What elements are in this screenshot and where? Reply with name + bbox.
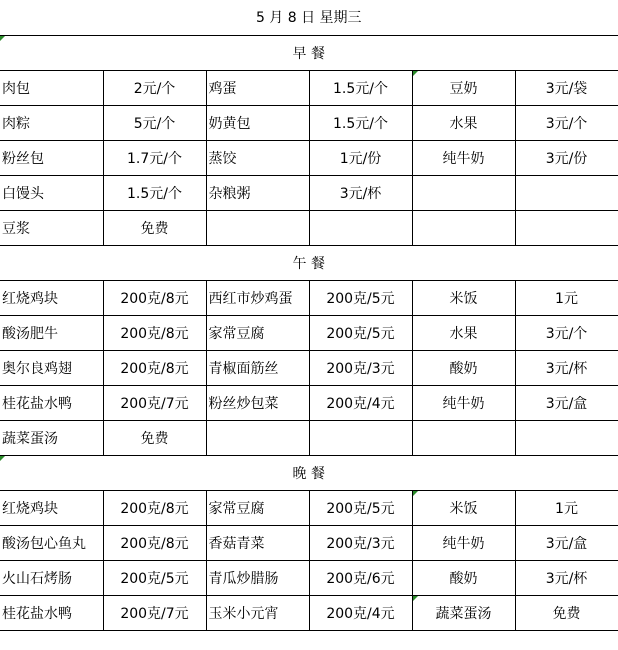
dish-name: 肉粽 xyxy=(0,105,103,140)
dish-name: 鸡蛋 xyxy=(206,70,309,105)
dish-name: 白馒头 xyxy=(0,175,103,210)
dish-name: 豆奶 xyxy=(412,70,515,105)
dish-name: 桂花盐水鸭 xyxy=(0,595,103,630)
section-title-row xyxy=(0,35,618,70)
dish-price: 200克/7元 xyxy=(103,595,206,630)
section-title-row xyxy=(0,245,618,280)
dish-price: 1元 xyxy=(515,280,618,315)
menu-row xyxy=(0,560,618,595)
date-header: 5 月 8 日 星期三 xyxy=(0,0,618,35)
dish-price: 3元/盒 xyxy=(515,385,618,420)
dish-name: 蒸饺 xyxy=(206,140,309,175)
menu-row xyxy=(0,385,618,420)
dish-price: 5元/个 xyxy=(103,105,206,140)
dish-name: 蔬菜蛋汤 xyxy=(0,420,103,455)
dish-name: 纯牛奶 xyxy=(412,140,515,175)
dish-name: 家常豆腐 xyxy=(206,490,309,525)
menu-row xyxy=(0,595,618,630)
dish-name: 粉丝包 xyxy=(0,140,103,175)
dish-price: 3元/杯 xyxy=(515,350,618,385)
dish-name xyxy=(206,210,309,245)
dish-price: 免费 xyxy=(103,420,206,455)
dish-name: 米饭 xyxy=(412,490,515,525)
dish-price xyxy=(309,210,412,245)
menu-row xyxy=(0,350,618,385)
dish-price: 200克/8元 xyxy=(103,525,206,560)
dish-price: 200克/5元 xyxy=(309,315,412,350)
menu-row xyxy=(0,420,618,455)
dish-price: 2元/个 xyxy=(103,70,206,105)
menu-row xyxy=(0,315,618,350)
dish-name xyxy=(412,420,515,455)
dish-name: 纯牛奶 xyxy=(412,385,515,420)
section-title: 早 餐 xyxy=(0,35,618,70)
dish-name: 蔬菜蛋汤 xyxy=(412,595,515,630)
dish-price: 200克/7元 xyxy=(103,385,206,420)
menu-row xyxy=(0,280,618,315)
date-row xyxy=(0,0,618,35)
dish-price: 1.7元/个 xyxy=(103,140,206,175)
dish-price: 200克/3元 xyxy=(309,525,412,560)
dish-price: 1元 xyxy=(515,490,618,525)
dish-price xyxy=(515,210,618,245)
dish-price xyxy=(515,420,618,455)
dish-price xyxy=(515,175,618,210)
dish-price: 免费 xyxy=(515,595,618,630)
dish-price: 200克/8元 xyxy=(103,490,206,525)
dish-name: 米饭 xyxy=(412,280,515,315)
dish-price: 200克/6元 xyxy=(309,560,412,595)
dish-price: 3元/杯 xyxy=(309,175,412,210)
dish-name: 青椒面筋丝 xyxy=(206,350,309,385)
menu-row xyxy=(0,175,618,210)
dish-name: 奥尔良鸡翅 xyxy=(0,350,103,385)
menu-row xyxy=(0,70,618,105)
menu-row xyxy=(0,525,618,560)
dish-price: 200克/4元 xyxy=(309,385,412,420)
dish-name: 奶黄包 xyxy=(206,105,309,140)
dish-price: 200克/8元 xyxy=(103,315,206,350)
dish-name: 酸奶 xyxy=(412,560,515,595)
dish-name: 纯牛奶 xyxy=(412,525,515,560)
dish-price: 免费 xyxy=(103,210,206,245)
dish-price: 200克/8元 xyxy=(103,350,206,385)
dish-name: 玉米小元宵 xyxy=(206,595,309,630)
dish-price: 3元/袋 xyxy=(515,70,618,105)
dish-price: 1.5元/个 xyxy=(309,105,412,140)
dish-price: 3元/盒 xyxy=(515,525,618,560)
dish-price: 1.5元/个 xyxy=(103,175,206,210)
dish-name: 火山石烤肠 xyxy=(0,560,103,595)
section-title: 午 餐 xyxy=(0,245,618,280)
dish-price: 3元/杯 xyxy=(515,560,618,595)
dish-name: 酸汤包心鱼丸 xyxy=(0,525,103,560)
dish-name: 水果 xyxy=(412,315,515,350)
section-title: 晚 餐 xyxy=(0,455,618,490)
dish-price: 200克/5元 xyxy=(103,560,206,595)
dish-name xyxy=(206,420,309,455)
dish-name: 香菇青菜 xyxy=(206,525,309,560)
menu-row xyxy=(0,140,618,175)
menu-row xyxy=(0,490,618,525)
dish-price: 1.5元/个 xyxy=(309,70,412,105)
dish-name: 家常豆腐 xyxy=(206,315,309,350)
dish-name: 水果 xyxy=(412,105,515,140)
dish-price: 200克/3元 xyxy=(309,350,412,385)
dish-price: 200克/8元 xyxy=(103,280,206,315)
dish-name: 豆浆 xyxy=(0,210,103,245)
dish-name: 红烧鸡块 xyxy=(0,280,103,315)
menu-row xyxy=(0,210,618,245)
dish-name: 酸汤肥牛 xyxy=(0,315,103,350)
dish-name: 红烧鸡块 xyxy=(0,490,103,525)
dish-price: 1元/份 xyxy=(309,140,412,175)
section-title-row xyxy=(0,455,618,490)
dish-price: 3元/个 xyxy=(515,105,618,140)
dish-name xyxy=(412,210,515,245)
dish-name: 粉丝炒包菜 xyxy=(206,385,309,420)
dish-name xyxy=(412,175,515,210)
dish-price: 200克/5元 xyxy=(309,280,412,315)
dish-price: 200克/5元 xyxy=(309,490,412,525)
dish-name: 青瓜炒腊肠 xyxy=(206,560,309,595)
dish-name: 肉包 xyxy=(0,70,103,105)
dish-name: 桂花盐水鸭 xyxy=(0,385,103,420)
dish-name: 酸奶 xyxy=(412,350,515,385)
dish-price xyxy=(309,420,412,455)
dish-price: 3元/份 xyxy=(515,140,618,175)
dish-price: 200克/4元 xyxy=(309,595,412,630)
menu-row xyxy=(0,105,618,140)
dish-name: 西红市炒鸡蛋 xyxy=(206,280,309,315)
dish-price: 3元/个 xyxy=(515,315,618,350)
dish-name: 杂粮粥 xyxy=(206,175,309,210)
